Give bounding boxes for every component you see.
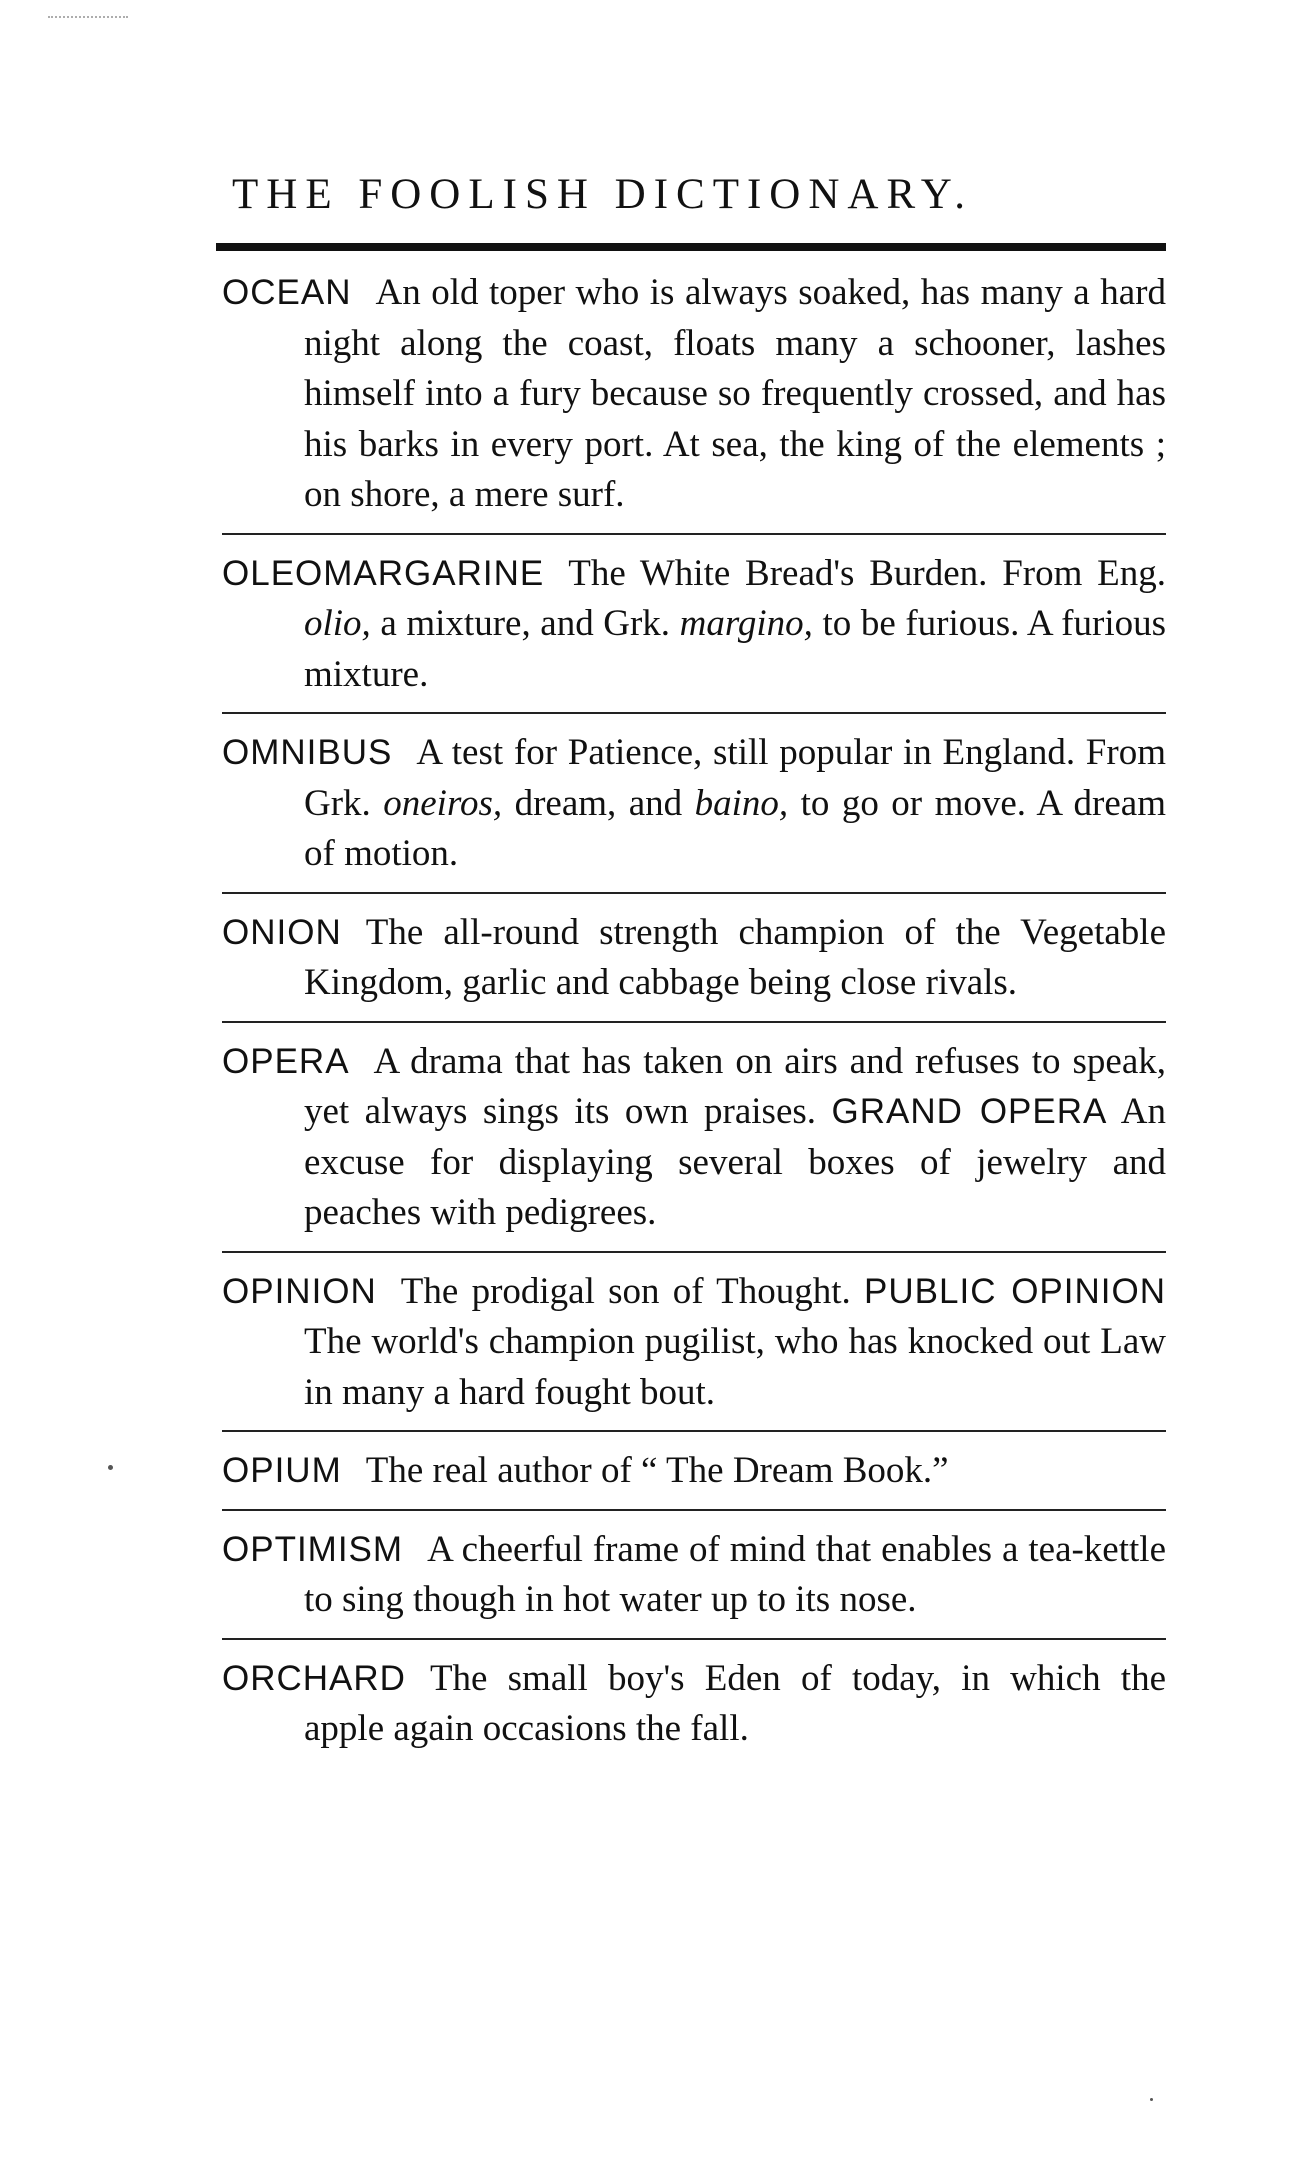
entry-onion (222, 902, 1166, 1017)
definition: The small boy's Eden of today, in which the apple again occasions the fall. (304, 1657, 1166, 1749)
entry-oleomargarine (222, 543, 1166, 709)
definition: a mixture, and Grk. (370, 603, 680, 644)
headword: OPERA (222, 1041, 350, 1081)
entry-opinion (222, 1261, 1166, 1427)
etymon-italic: olio, (304, 603, 371, 644)
entry-opium (222, 1440, 1166, 1505)
headword: OPIUM (222, 1451, 342, 1490)
headword: OCEAN (222, 273, 352, 312)
definition: The world's champion pugilist, who has knocked out Law in many a hard fought bout. (304, 1321, 1166, 1413)
page-title: THE FOOLISH DICTIONARY. (232, 171, 974, 218)
definition: dream, and (502, 782, 695, 824)
entry-divider (222, 1638, 1166, 1640)
definition: The prodigal son of Thought. (400, 1270, 865, 1312)
entry-opera (222, 1031, 1166, 1247)
entry-optimism (222, 1519, 1166, 1634)
definition: A cheerful frame of mind that enables a tea-kettle to sing though in hot water up to its nose. (304, 1528, 1166, 1620)
etymon-italic: oneiros, (383, 782, 503, 824)
definition: A drama that has taken on airs and refuses to speak, yet always sings its own praises. (304, 1040, 1166, 1132)
etymon-italic: margino, (679, 603, 813, 644)
headword: OPINION (222, 1271, 377, 1311)
definition: The White Bread's Burden. From Eng. (568, 552, 1166, 594)
entry-orchard (222, 1648, 1166, 1763)
scan-speck (1150, 2098, 1153, 2101)
definition: The all-round strength champion of the Vegetable Kingdom, garlic and cabbage being close rivals. (304, 911, 1166, 1003)
entry-divider (222, 1251, 1166, 1253)
title-rule (216, 243, 1166, 251)
definition: An excuse for displaying several boxes of jewelry and peaches with pedigrees. (304, 1091, 1167, 1233)
entry-divider (222, 712, 1166, 714)
scan-speck (108, 1465, 113, 1470)
scan-speck (48, 16, 128, 21)
entry-divider (222, 1021, 1166, 1023)
sub-headword: GRAND OPERA (831, 1092, 1108, 1131)
entry-ocean (222, 262, 1166, 529)
dictionary-entries (222, 262, 1166, 1763)
definition: A test for Patience, still popular in England. From Grk. (304, 732, 1166, 824)
headword: OPTIMISM (222, 1529, 404, 1569)
entry-divider (222, 1430, 1166, 1432)
entry-divider (222, 533, 1166, 535)
definition: The real author of “ The Dream Book.” (365, 1450, 949, 1491)
sub-headword: PUBLIC OPINION (864, 1271, 1166, 1311)
etymon-italic: baino, (694, 782, 789, 824)
entry-divider (222, 892, 1166, 894)
headword: ORCHARD (222, 1658, 406, 1698)
definition: to be furious. A furious mixture. (304, 603, 1166, 695)
definition: An old toper who is always soaked, has many a hard night along the coast, floats many a schooner, lashes himself into a fury because so frequently crossed, and has his barks in every port. At sea, the king of the elements ; on shore, a mere surf. (304, 272, 1166, 515)
entry-divider (222, 1509, 1166, 1511)
definition: to go or move. A dream of motion. (304, 782, 1167, 874)
headword: OLEOMARGARINE (222, 553, 545, 593)
headword: ONION (222, 912, 342, 952)
headword: OMNIBUS (222, 733, 393, 772)
entry-omnibus (222, 722, 1166, 888)
